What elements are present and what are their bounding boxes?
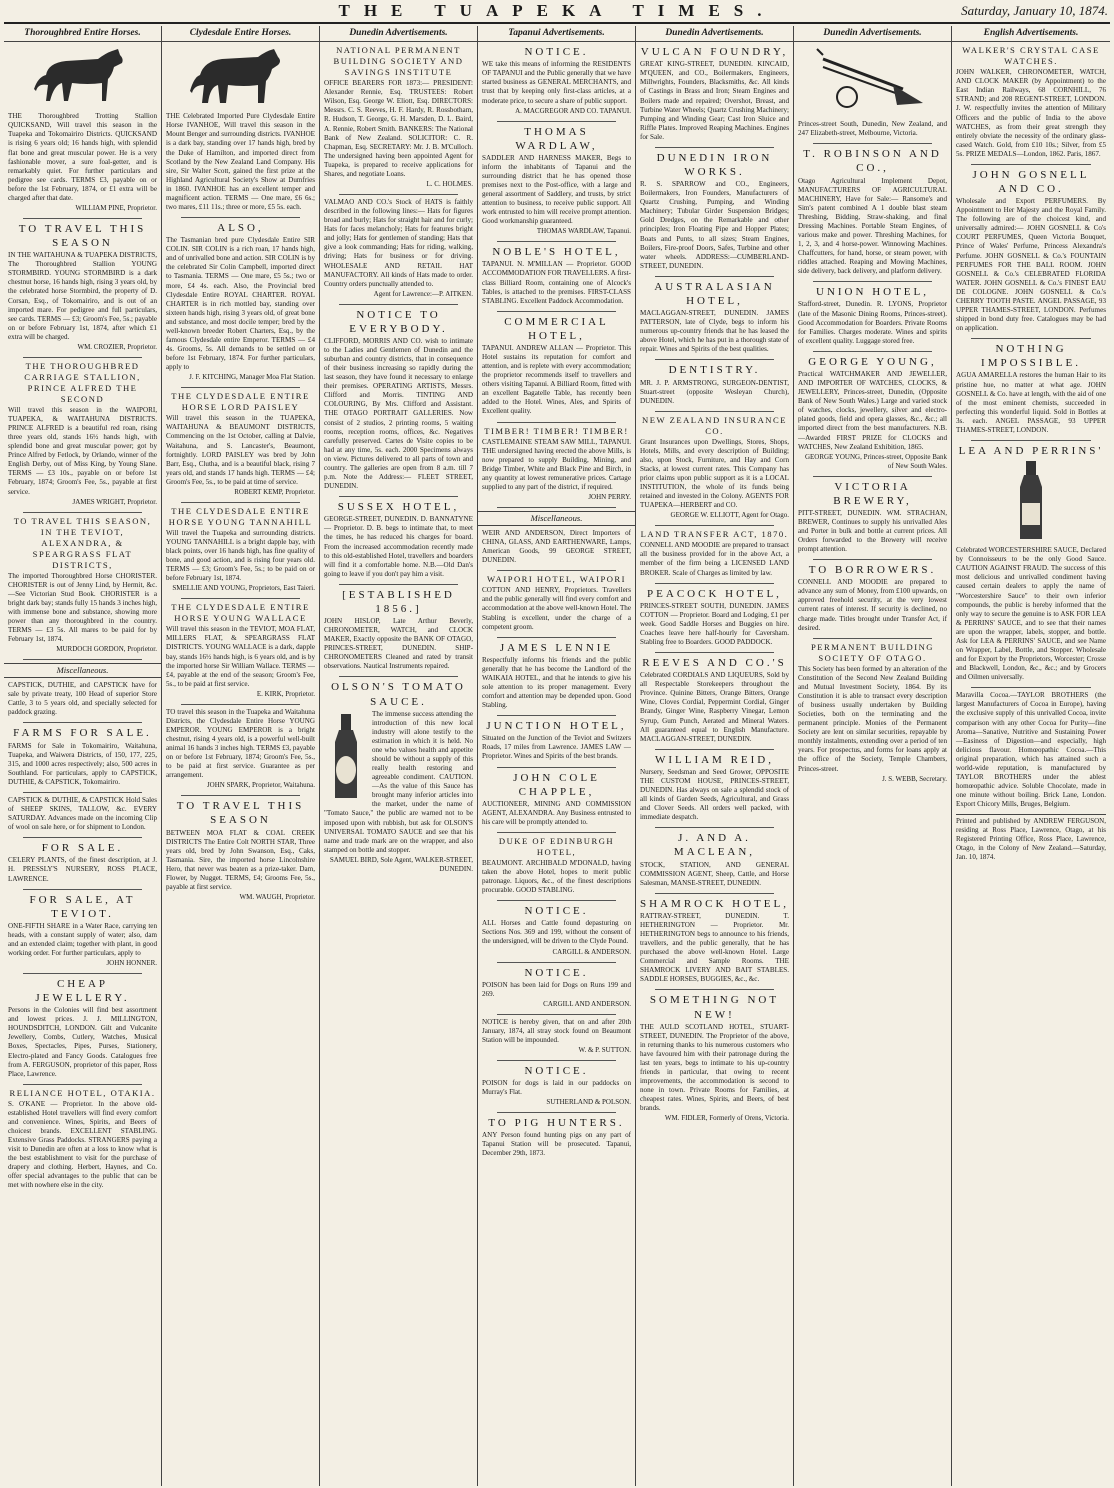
ad-divider [497, 900, 616, 901]
ad-headline: TO BORROWERS. [808, 564, 937, 577]
ad-headline: JOHN COLE CHAPPLE, [513, 771, 600, 798]
advertisement [640, 897, 789, 985]
ad-headline: PEACOCK HOTEL, [647, 587, 782, 600]
ad-signature: Agent for Lawrence:—P. AITKEN. [373, 289, 473, 298]
advertisement [8, 893, 157, 968]
ad-signature: MURDOCH GORDON, Proprietor. [56, 645, 157, 654]
ad-body-text: GREAT KING-STREET, DUNEDIN. KINCAID, M'QUEEN, and CO., Boilermakers, Engineers, Millwrights, Founders, Blacksmiths, &c. All kinds of Castings in Brass and Iron; Steam Engines and Boilers made and repaired; Overshot, Breast, and Turbine Water Wheels; Quartz Crushing Machinery; Pumping and Winding Gear; Cast Iron Sluice and Riffle Plates. Improved Reaping Machines. Engines for Sale. [640, 60, 789, 141]
ad-divider [181, 704, 300, 705]
ad-headline: TO PIG HUNTERS. [488, 1117, 625, 1130]
ad-signature: CARGILL & ANDERSON. [552, 947, 631, 956]
ad-body-text: THE Thoroughbred Trotting Stallion QUICKSAND, Will travel this season in the Tuapeka and Tokomairiro Districts. QUICKSAND is rising 6 years old; 16 hands high, with splendid flat bone and great muscular power. He is a very fashionable mover, a sure foal-getter, and is remarkably quiet. For further particulars and pedigree see cards. TERMS £3, payable on or before the 1st February, 1874, or £1 extra will be charged after that date. [8, 112, 157, 202]
ad-body-text: THE AULD SCOTLAND HOTEL, STUART-STREET, DUNEDIN. The Proprietor of the above, in returning thanks to his numerous customers who have favoured him with their patronage during the last ten years, begs to intimate to his up-country friends in particular, that owing to recent improvements, the accommodation is second to none in town. Private Rooms for Families, at cheapest rates. Wines, Spirits, and Beers, of best brands. [640, 1022, 789, 1113]
ad-divider [23, 659, 142, 660]
ad-body-text: The imported Thoroughbred Horse CHORISTER. CHORISTER is out of Jenny Lind, by Hermit, &c.—See Victorian Stud Book. CHORISTER is a bright dark bay; stands fully 15 hands 3 inches high, with immense bone and substance, showing more power than any thoroughbred in the country. TERMS — £3 5s. All mares to be paid for by February 1st, 1874. [8, 571, 157, 644]
advertisement [8, 222, 157, 352]
ad-signature: JAMES WRIGHT, Proprietor. [72, 497, 157, 506]
ad-divider [23, 792, 142, 793]
ad-body-text: TAPANUI. N. M'MILLAN — Proprietor. GOOD ACCOMMODATION FOR TRAVELLERS. A first-class Billiard Room, containing one of Alcock's Tables, is attached to the premises. FIRST-CLASS STABLING. Excellent Paddock Accommodation. [482, 260, 631, 305]
ad-body-text: Celebrated CORDIALS AND LIQUEURS, Sold by all Respectable Storekeepers throughout the Province. Quinine Bitters, Orange Bitters, Orange Wine, Cloves Cordial, Peppermint Cordial, Ginger Brandy, Ginger Wine, Raspberry Vinegar, Lemon Syrup, Gum Punch, Aerated and Mineral Waters. All guaranteed equal to English Manufacture. MACLAGGAN-STREET, DUNEDIN. [640, 671, 789, 743]
advertisement [8, 112, 157, 213]
column-heading: Dunedin Advertisements. [794, 26, 951, 42]
ad-signature: SAMUEL BIRD, Sole Agent, WALKER-STREET, DUNEDIN. [329, 855, 473, 873]
ad-headline: WAIPORI HOTEL, WAIPORI [486, 574, 627, 585]
section-heading: Miscellaneous. [478, 511, 635, 526]
ad-body-text: BEAUMONT. ARCHIBALD M'DONALD, having taken the above Hotel, hopes to merit public patronage. Liquors, &c., of the finest descriptions procurable. GOOD STABLING. [482, 858, 631, 895]
ad-divider [23, 722, 142, 723]
advertisement [166, 708, 315, 791]
ad-headline: TO TRAVEL THIS SEASON [18, 222, 147, 250]
ad-headline: NOTICE TO EVERYBODY. [349, 308, 448, 335]
ad-divider [655, 749, 774, 750]
advertisement [482, 904, 631, 956]
ad-body-text: SADDLER AND HARNESS MAKER, Begs to inform the inhabitants of Tapanui and the surrounding district that he has opened those premises next to the Post-office, with a large and general assortment of Saddlery, and trusts, by strict attention to business, to receive public support. All work entrusted to him will receive prompt attention. Good workmanship guaranteed. [482, 153, 631, 226]
imprint-footer: Printed and published by ANDREW FERGUSON, residing at Ross Place, Lawrence, Otago, at his Registered Printing Office, Ross Place, Lawrence, Otago, in the Colony of New Zealand.—Saturday, Jan. 10, 1874. [956, 814, 1106, 862]
advertisement [324, 45, 473, 189]
ad-divider [655, 989, 774, 990]
ad-headline: SHAMROCK HOTEL, [640, 897, 789, 910]
ad-headline: VULCAN FOUNDRY, [640, 46, 789, 59]
advertisement [482, 641, 631, 711]
ad-headline: PERMANENT BUILDING SOCIETY OF OTAGO. [810, 641, 935, 663]
ad-divider [497, 832, 616, 833]
ad-body-text: CLIFFORD, MORRIS AND CO. wish to intimate to the Ladies and Gentlemen of Dunedin and the suburban and country districts, that in consequence of their business increasing so rapidly during the last season, they have found it necessary to enlarge their premises. OPERATING ARTISTS, Messrs. Clifford and Morris. TINTING AND COLOURING, By Mrs. Clifford and Assistant. THE OTAGO PORTRAIT GALLERIES. Now consist of 2 studios, 2 printing rooms, 5 waiting rooms, reception rooms, offices, &c. Negatives carefully preserved. Cartes de Visite copies to be had at any time, 5s. each. 2000 Specimens always on view. Pictures delivered to all parts of town and country. The galleries are open from 8 a.m. till 7 p.m. Note the Address:— FLEET STREET, DUNEDIN. [324, 336, 473, 491]
ad-signature: WILLIAM PINE, Proprietor. [75, 204, 157, 213]
advertisement [482, 1116, 631, 1158]
ad-divider [181, 598, 300, 599]
ad-divider [339, 304, 458, 305]
ad-divider [339, 676, 458, 677]
ad-divider [655, 359, 774, 360]
column-6 [794, 26, 952, 1486]
ad-body-text: CAPSTICK, DUTHIE, and CAPSTICK have for sale by private treaty, 100 Head of superior Store Cattle, 3 to 5 years old, and specially selected for paddock grazing. [8, 681, 157, 717]
ad-body-text: ANY Person found hunting pigs on any part of Tapanui Station will be prosecuted. Tapanui, December 29th, 1873. [482, 1131, 631, 1158]
ad-body-text: RATTRAY-STREET, DUNEDIN. T. HETHERINGTON — Proprietor. Mr. HETHERINGTON begs to announce to his friends, travellers, and the public generally, that he has purchased the above well-known Hotel. Large Commercial and Sample Rooms. THE SHAMROCK LIVERY AND BAIT STABLES. SADDLE HORSES, BUGGIES, &c., &c. [640, 911, 789, 984]
column-heading: Dunedin Advertisements. [636, 26, 793, 42]
ad-headline: TO TRAVEL THIS SEASON, IN THE TEVIOT, ALEXANDRA, & SPEARGRASS FLAT DISTRICTS, [13, 515, 152, 570]
ad-body-text: Princes-street South, Dunedin, New Zealand, and 247 Elizabeth-street, Melbourne, Victoria. [798, 120, 947, 138]
advertisement [640, 656, 789, 744]
ad-body-text: IN THE WAITAHUNA & TUAPEKA DISTRICTS, The Thoroughbred Stallion YOUNG STORMBIRD. YOUNG STORMBIRD is a dark chestnut horse, 16 hands high, rising 3 years old, by the celebrated horse Stormbird, the property of D. Corsan, Esq., of Tokomairiro, and is out of an imported mare. For pedigree and full particulars, see cards. TERMS — £3; Groom's Fee, 5s.; payable on or before February 1st, 1874, after which £1 extra will be charged. [8, 251, 157, 341]
ad-body-text: THE Celebrated Imported Pure Clydesdale Entire Horse IVANHOE, Will travel this season in the Mount Benger and surrounding districts. IVANHOE is a dark bay, standing over 17 hands high, bred by the Duke of Hamilton, and imported direct from Scotland by the New Zealand Land Company. His sire, Sir Walter Scott, gained the first prize at the Highland Agricultural Society's Show at Dumfries in 1860. IVANHOE has an excellent temper and magnificent action. TERMS — One mare, £6 6s.; two mares, £11 11s.; three or more, £5 5s. each. [166, 112, 315, 212]
ad-headline: NATIONAL PERMANENT BUILDING SOCIETY AND SAVINGS INSTITUTE [333, 45, 464, 78]
ad-headline: FOR SALE. [41, 842, 124, 855]
ad-divider [813, 476, 932, 477]
ad-body-text: Will travel this season in the TEVIOT, MOA FLAT, MILLERS FLAT, & SPEARGRASS FLAT DISTRICTS. YOUNG WALLACE is a dark, dapple bay, stands 16½ hands high, is 6 years old, and is by the imported horse Sir William Wallace. TERMS — £4, payable at the end of the season; Groom's Fee, 5s., to be paid at first service. [166, 625, 315, 688]
advertisement [8, 841, 157, 883]
column-7 [952, 26, 1110, 1486]
advertisement [482, 125, 631, 237]
ad-body-text: AUCTIONEER, MINING AND COMMISSION AGENT, ALEXANDRA. Any Business entrusted to his care will be promptly attended to. [482, 799, 631, 826]
column-1 [4, 26, 162, 1486]
advertisement [482, 245, 631, 305]
advertisement [482, 426, 631, 502]
advertisement [640, 45, 789, 142]
ad-headline: THE CLYDESDALE ENTIRE HORSE YOUNG TANNAHILL [168, 505, 313, 527]
ad-headline: [ESTABLISHED 1856.] [342, 588, 455, 615]
ad-headline: THE THOROUGHBRED CARRIAGE STALLION, PRINCE ALFRED THE SECOND [24, 360, 141, 404]
advertisement [798, 355, 947, 471]
ad-headline: WALKER'S CRYSTAL CASE WATCHES. [962, 45, 1100, 67]
ad-signature: E. KIRK, Proprietor. [256, 689, 315, 698]
advertisement [8, 663, 157, 717]
advertisement [8, 516, 157, 655]
advertisement [324, 308, 473, 491]
advertisement [956, 444, 1106, 682]
ad-headline: DUKE OF EDINBURGH HOTEL, [498, 835, 615, 857]
advertisement [640, 587, 789, 647]
ad-headline: JAMES LENNIE [499, 641, 614, 654]
ad-divider [497, 121, 616, 122]
horse-engraving-icon [8, 45, 157, 110]
ad-body-text: S. O'KANE — Proprietor. In the above old-established Hotel travellers will find every comfort and convenience. Wines, Spirits, and Beers of choicest brands. EXCELLENT STABLING. Extensive Grass Paddocks. STRANGERS paying a visit to Dunedin are often at a loss to know what is the best establishment to visit for the purchase of drapery and clothing. Herbert, Haynes, and Co. offer special advantages to the public that can be met with nowhere else in the city. [8, 1099, 157, 1190]
ad-divider [23, 837, 142, 838]
ad-divider [497, 962, 616, 963]
ad-divider [23, 218, 142, 219]
ad-body-text: OFFICE BEARERS FOR 1873:— PRESIDENT: Alexander Rennie, Esq. TRUSTEES: Robert Wilson, Esq. George W. Eliott, Esq. DIRECTORS: Messrs. C. S. Reeves, H. F. Hardy, R. Rossbotham, R. Hudson, T. George, G. H. Marsden, D. L. Baird, A. Rennie, Robert Smith. BANKERS: The National Bank of New Zealand. SOLICITOR: C. R. Chapman, Esq. SECRETARY: Mr. J. B. M'Culloch. The undersigned having been appointed Agent for Tuapeka, is prepared to receive applications for Shares, and negotiate Loans. [324, 79, 473, 178]
ad-divider [813, 559, 932, 560]
column-heading: English Advertisements. [952, 26, 1110, 42]
ad-divider [813, 351, 932, 352]
ad-headline: NEW ZEALAND INSURANCE CO. [642, 414, 787, 436]
ad-body-text: POISON for dogs is laid in our paddocks on Murray's Flat. [482, 1078, 631, 1097]
advertisement [482, 1064, 631, 1107]
ad-signature: SUTHERLAND & POLSON. [546, 1098, 631, 1107]
ad-body-text: ONE-FIFTH SHARE in a Water Race, carrying ten heads, with a constant supply of water; also, dam and an extended claim; together with plant, in good working order. For further particulars, apply to [8, 921, 157, 957]
ad-divider [181, 795, 300, 796]
ad-body-text: The immense success attending the introduction of this new local industry will alone testify to the estimation in which it is held. No one who values health and appetite should be without a supply of this really health restoring and agreeable condiment. CAUTION.—As the value of this Sauce has brought many inferior articles into the market, under the name of "Tomato Sauce," the public are warned not to be imposed upon with rubbish, but ask for OLSON'S UNIVERSAL TOMATO SAUCE and see that his name and trade mark are on the wrapper, and also stamped on bottle and stopper. [324, 709, 473, 854]
ad-divider [655, 411, 774, 412]
ad-headline: LEA AND PERRINS' [958, 444, 1104, 457]
ad-headline: NOTICE. [524, 905, 589, 918]
advertisement [166, 391, 315, 497]
ad-headline: NOTHING IMPOSSIBLE. [981, 343, 1081, 370]
ad-body-text: JOHN HISLOP, Late Arthur Beverly, CHRONOMETER, WATCH, and CLOCK MAKER, Exactly opposite the BANK OF OTAGO, PRINCES-STREET, DUNEDIN. SHIP-CHRONOMETERS Cleaned and rated by transit observations. Nautical Instruments repaired. [324, 616, 473, 671]
ad-divider [497, 1014, 616, 1015]
advertisement [8, 726, 157, 786]
advertisement [798, 480, 947, 555]
ad-headline: WILLIAM REID, [654, 753, 775, 766]
ad-signature: GEORGE W. ELLIOTT, Agent for Otago. [670, 511, 789, 520]
ad-headline: AUSTRALASIAN HOTEL, [654, 280, 775, 307]
ad-headline: ALSO, [217, 222, 264, 235]
ad-divider [339, 584, 458, 585]
ad-divider [497, 637, 616, 638]
ad-body-text: TAPANUI. ANDREW ALLAN — Proprietor. This Hotel sustains its reputation for comfort and attention, and is replete with every accommodation; the proprietor recommends itself to travellers and others visiting Tapanui. A Billiard Room, fitted with an excellent Bagatelle Table, has recently been added to the Hotel. Wines, Ales, and Spirits of Excellent quality. [482, 343, 631, 416]
ad-body-text: Wholesale and Export PERFUMERS. By Appointment to Her Majesty and the Royal Family. The following are of the choicest kind, and universally admired:— JOHN GOSNELL & Co's COURT PERFUMES, Queen Victoria Bouquet, Prince of Wales' Perfume, Princess Alexandra's Perfume. JOHN GOSNELL & Co.'s FOUNTAIN PERFUMES FOR THE BALL ROOM. JOHN GOSNELL & Co.'s CELEBRATED FLORIDA WATER. JOHN GOSNELL & Co.'s FINEST EAU DE COLOGNE. JOHN GOSNELL & Co.'s CHERRY TOOTH PASTE. ANGEL PASSAGE, 93 UPPER THAMES-STREET, LONDON. Perfumes shipped in bond duty free. Catalogues may be had on application. [956, 197, 1106, 333]
ad-body-text: Will travel the Tuapeka and surrounding districts. YOUNG TANNAHILL is a bright dapple bay, with black points, over 16 hands high, has fine quality of bone, and good action, and is rising four years old. TERMS — £3; Groom's Fee, 5s.; to be paid on or before February 1st, 1874. [166, 528, 315, 583]
advertisement [166, 799, 315, 902]
column-heading: Dunedin Advertisements. [320, 26, 477, 42]
ad-signature: WM. CROZIER, Proprietor. [77, 342, 157, 351]
ad-signature: ROBERT KEMP, Proprietor. [234, 487, 315, 496]
ad-headline: THOMAS WARDLAW, [515, 125, 598, 152]
column-2 [162, 26, 320, 1486]
ad-divider [971, 440, 1091, 441]
ad-signature: JOHN HONNER. [106, 959, 157, 968]
advertisement [166, 506, 315, 593]
ad-divider [971, 338, 1091, 339]
ad-headline: DUNEDIN IRON WORKS. [656, 151, 773, 179]
ad-body-text: Maravilla Cocoa.—TAYLOR BROTHERS (the largest Manufacturers of Cocoa in Europe), having the exclusive supply of this unrivalled Cocoa, invite comparison with any other Cocoa for Purity—fine Aroma—Sanative, Nutritive and Sustaining Power—Easiness of Digestion—and especially, high delicious flavour. Homœopathic Cocoa.—This original preparation, which has attained such a world-wide reputation, is manufactured by TAYLOR BROTHERS under the ablest homœopathic advice. Soluble Chocolate, made in one minute without boiling. Brick Lane, London. Export Chicory Mills, Bruges, Belgium. [956, 691, 1106, 809]
ad-signature: L. C. HOLMES. [426, 180, 473, 189]
ad-body-text: Otago Agricultural Implement Depot, MANUFACTURERS OF AGRICULTURAL MACHINERY, Have for Sale:— Ransome's and Sim's patent combined A 1 double blast steam Threshing, Bidding, Straw-shaking, and final Dressing Machines. Portable Steam Engines, of various make and power. Threshing Machines, for 1, 2, 3, and 4 horse-power. Winnowing Machines. Chaffcutters, for hand, horse, or steam power, with riddles attached. Reaping and Mowing Machines, side delivery, back delivery, and platform delivery. [798, 176, 947, 276]
ad-headline: DENTISTRY. [668, 364, 761, 377]
advertisement [482, 771, 631, 827]
section-heading: Miscellaneous. [4, 663, 161, 678]
ad-headline: SOMETHING NOT NEW! [649, 994, 780, 1021]
ad-signature: JOHN SPARK, Proprietor, Waitahuna. [206, 781, 315, 790]
issue-date: Saturday, January 10, 1874. [961, 3, 1108, 18]
ad-signature: J. F. KITCHING, Manager Moa Flat Station. [189, 373, 315, 382]
ad-divider [971, 687, 1091, 688]
ad-body-text: TO travel this season in the Tuapeka and Waitahuna Districts, the Clydesdale Entire Horse YOUNG EMPEROR. YOUNG EMPEROR is a bright chestnut, rising 4 years old, is a powerful well-built animal 16 hands 3 inches high. TERMS £3, payable on or before 1st February, 1874; Groom's Fee, 5s., to be paid at first service. Guarantee as per arrangement. [166, 707, 315, 780]
ad-body-text: STOCK, STATION, AND GENERAL COMMISSION AGENT, Sheep, Cattle, and Horse Salesman, MANSE-STREET, DUNEDIN. [640, 860, 789, 887]
ad-headline: NOBLE'S HOTEL, [492, 246, 621, 259]
ad-body-text: WEIR AND ANDERSON, Direct Importers of CHINA, GLASS, AND EARTHENWARE, Lamps, American Goods, 99 GEORGE STREET, DUNEDIN. [482, 528, 631, 565]
ad-headline: SUSSEX HOTEL, [337, 501, 460, 514]
ad-headline: NOTICE. [524, 966, 589, 979]
ad-body-text: Respectfully informs his friends and the public generally that he has become the Landlord of the WAIKAIA HOTEL, and that he intends to give his sole attention to its proper management. Every comfort and attention may be depended upon. Good Stabling. [482, 655, 631, 710]
ad-signature: J. S. WEBB, Secretary. [882, 774, 947, 783]
ad-signature: JOHN PERRY. [588, 493, 631, 502]
ad-body-text: BETWEEN MOA FLAT & COAL CREEK DISTRICTS The Entire Colt NORTH STAR, Three years old, bred by John Swanson, Esq., Caks, Tasmania. Sire, the imported horse Lincolnshire Hero, that never was beaten as a prize-taker. Dam, Flower, by Nugget. TERMS, £4; Grooms Fee, 5s., payable at first service. [166, 828, 315, 891]
ad-divider [23, 889, 142, 890]
advertisement [798, 642, 947, 784]
ad-signature: CARGILL AND ANDERSON. [543, 999, 631, 1008]
advertisement [482, 45, 631, 115]
ad-headline: TO TRAVEL THIS SEASON [176, 800, 305, 827]
ad-divider [497, 570, 616, 571]
advertisement [324, 198, 473, 299]
ad-divider [655, 827, 774, 828]
ad-headline: FARMS FOR SALE. [13, 727, 152, 740]
plough-engraving-icon [798, 45, 947, 118]
ad-body-text: COTTON AND HENRY, Proprietors. Travellers and the public generally will find every comfort and accommodation at the above well-known Hotel. The Stabling is excellent, under the charge of a competent groom. [482, 586, 631, 631]
ad-signature: WM. FIDLER, Formerly of Orens, Victoria. [664, 1114, 789, 1123]
ad-divider [339, 496, 458, 497]
advertisement [482, 719, 631, 761]
ad-signature: W. & P. SUTTON. [578, 1045, 631, 1054]
ad-headline: COMMERCIAL HOTEL, [504, 315, 609, 342]
ad-body-text: CONNELL AND MOODIE are prepared to transact all the business provided for in the above Act, a member of the firm being a LICENSED LAND BROKER. Scale of Charges as limited by law. [640, 541, 789, 577]
column-5 [636, 26, 794, 1486]
ad-divider [655, 893, 774, 894]
advertisement [956, 691, 1106, 809]
columns-container [4, 26, 1110, 1486]
ad-headline: RELIANCE HOTEL, OTAKIA. [9, 1087, 156, 1098]
ad-body-text: CASTLEMAINE STEAM SAW MILL, TAPANUI. THE undersigned having erected the above Mills, is now prepared to supply Building, Mining, and Bridge Timber, White and Black Pine and Birch, in any quantity at lowest remunerative prices. Cartage supplied to any part of the district, if required. [482, 437, 631, 491]
ad-divider [655, 583, 774, 584]
sauce-bottle-icon [324, 712, 368, 805]
advertisement [640, 363, 789, 405]
advertisement [482, 511, 631, 565]
ad-body-text: WE take this means of informing the RESIDENTS OF TAPANUI and the Public generally that we have started business as GENERAL MERCHANTS, and trust that by keeping only first-class articles, at a moderate price, to secure a share of public support. [482, 60, 631, 105]
advertisement [482, 315, 631, 417]
ad-body-text: ALL Horses and Cattle found depasturing on Sections Nos. 369 and 199, without the consent of the undersigned, will be driven to the Clyde Pound. [482, 919, 631, 946]
ad-body-text: PRINCES-STREET SOUTH, DUNEDIN. JAMES COTTON — Proprietor. Board and Lodging, £1 per week. Good Saddle Horses and Buggies on hire. Coaches leave here half-hourly for Caversham. Stabling free to Boarders. GOOD PADDOCK. [640, 601, 789, 647]
ad-body-text: GEORGE-STREET, DUNEDIN. D. BANNATYNE — Proprietor. D. B. begs to intimate that, to meet the times, he has reduced his charges for board. From the increased accommodation recently made to this old-established Hotel, travellers and boarders will find it a comfortable home. N.B.—Old Dan's going to leave if you don't pay him a visit. [324, 515, 473, 578]
advertisement [166, 221, 315, 382]
advertisement [8, 977, 157, 1079]
ad-body-text: CELERY PLANTS, of the finest description, at J. H. PRESSLY'S NURSERY, ROSS PLACE, LAWRENCE. [8, 856, 157, 883]
advertisement [798, 120, 947, 138]
ad-body-text: Persons in the Colonies will find best assortment and lowest prices. J. J. MILLINGTON, HOUNDSDITCH, LONDON. Gilt and Vulcanite Jewellery, Combs, Cutlery, Watches, Musical Boxes, Spectacles, Pipes, Purses, Stationery, Electro-plated and Fancy Goods. Catalogues free from A. FERGUSON, proprietor of this paper, Ross Place, Lawrence. [8, 1006, 157, 1078]
ad-headline: GEORGE YOUNG, [808, 355, 937, 368]
ad-divider [181, 387, 300, 388]
column-3 [320, 26, 478, 1486]
ad-body-text: Grant Insurances upon Dwellings, Stores, Shops, Hotels, Mills, and every description of Building; also, upon Stock, Furniture, and Hay and Corn Stacks, at lowest current rates. This Company has prior claims upon public support as it is a LOCAL INSTITUTION, the whole of its funds being retained and invested in the Colony. AGENTS FOR TUAPEKA—HERBERT and CO. [640, 437, 789, 510]
ad-body-text: POISON has been laid for Dogs on Runs 199 and 269. [482, 980, 631, 998]
ad-headline: VICTORIA BREWERY, [833, 480, 912, 507]
ad-headline: REEVES AND CO.'S [642, 657, 787, 670]
ad-headline: JOHN GOSNELL AND CO. [972, 168, 1090, 196]
ad-body-text: PITT-STREET, DUNEDIN. WM. STRACHAN, BREWER, Continues to supply his unrivalled Ales and Porter in bulk and bottle at current prices. All Orders forwarded to the Brewery will receive prompt attention. [798, 508, 947, 554]
ad-divider [655, 525, 774, 526]
ad-body-text: This Society has been formed by an alteration of the Constitution of the Second New Zealand Building and Mutual Investment Society, 1864. By its Constitution it is able to transact every description of business usually undertaken by Building Societies, both on the terminating and the permanent principle. Monies of the Permanent Society are lent on similar securities, repayable by monthly instalments, extending over a period of ten years. For prospectus, and forms for loans apply at the office of the Society, Temple Chambers, Princes-street. [798, 664, 947, 773]
ad-body-text: VALMAO AND CO.'s Stock of HATS is faithly described in the following lines:— Hats for figures broad and burly; Hats for straight hair and for curly; Hats for faces melancholy; Hats for features bright and jolly; Hats for gentlemen of standing; Hats that give a look commanding; Hats for riding, walking, driving; Hats for business or for driving. WHOLESALE AND RETAIL HAT MANUFACTORY. All kinds of Hats made to order. Country orders punctually attended to. [324, 197, 473, 288]
ad-divider [497, 422, 616, 423]
ad-body-text: CONNELL AND MOODIE are prepared to advance any sum of Money, from £100 upwards, on approved freehold security, at the very lowest current rates of interest. If security is declined, no charge made. Titles brought under Transfer Act, if desired. [798, 578, 947, 632]
ad-divider [23, 1084, 142, 1085]
ad-headline: NOTICE. [524, 46, 589, 59]
ad-divider [655, 276, 774, 277]
ad-headline: LAND TRANSFER ACT, 1870. [640, 529, 789, 540]
ad-headline: TIMBER! TIMBER! TIMBER! [484, 425, 629, 436]
ad-headline: CHEAP JEWELLERY. [35, 978, 130, 1005]
ad-body-text: Will travel this season in the TUAPEKA, WAITAHUNA & BEAUMONT DISTRICTS, Commencing on the 1st October, calling at Dalvie, Waitahuna, and S. Lancaster's, Beaumont, fortnightly. LORD PAISLEY was bred by John Barr, Esq., Clutha, and is a beautiful black, rising 7 years old, and stands 17 hands high. TERMS — £4; Groom's Fee, 5s., to be paid at time of service. [166, 414, 315, 486]
ad-divider [497, 767, 616, 768]
column-heading: Clydesdale Entire Horses. [162, 26, 319, 42]
advertisement [166, 602, 315, 699]
advertisement [482, 574, 631, 631]
advertisement [640, 753, 789, 823]
ad-body-text: The Tasmanian bred pure Clydesdale Entire SIR COLIN. SIR COLIN is a rich roan, 17 hands high, and of unrivalled bone and action. SIR COLIN is by the celebrated Sir Colin Campbell, imported direct to Tasmania. TERMS — One mare, £5 5s.; two or more, £4 4s. each. Also, the Provincial bred Clydesdale Entire ROYAL CHARTER. ROYAL CHARTER is in rich mottled bay, standing over sixteen hands high, rising 3 years old, of great bone and substance, and most docile temper; bred by the well-known breeder Robert Charters, Esq., by the famous Clydesdale entire Emperor. TERMS — £4 4s. Grooms, 5s. All demands to be settled on or before 1st February, 1874. For further particulars, apply to [166, 236, 315, 372]
ad-signature: SMELLIE AND YOUNG, Proprietors, East Taieri. [172, 584, 315, 593]
ad-body-text: Practical WATCHMAKER AND JEWELLER, AND IMPORTER OF WATCHES, CLOCKS, & JEWELLERY, Princes-street, Dunedin, (Opposite Bank of New South Wales.) Large and varied stock of watches, clocks, jewellery, silver and electro-plated goods, field and opera glasses, &c., &c.; all imported direct from the best manufacturers. N.B.—Awarded FIRST PRIZE for CLOCKS and WATCHES, New Zealand Exhibition, 1865. [798, 369, 947, 451]
ad-divider [813, 143, 932, 144]
ad-headline: THE CLYDESDALE ENTIRE HORSE LORD PAISLEY [171, 391, 310, 413]
advertisement [640, 415, 789, 521]
advertisement [640, 831, 789, 887]
advertisement [956, 342, 1106, 435]
advertisement [798, 285, 947, 345]
ad-divider [655, 147, 774, 148]
ad-body-text: Will travel this season in the WAIPORI, TUAPEKA, & WAITAHUNA DISTRICTS. PRINCE ALFRED is a beautiful red roan, rising three years old, stands 16½ hands high, with splendid bone and great muscular power; got by Prince Alfred by Fetlock, by Orlando, winner of the English Derby, out of Miss King, by Young Slane. TERMS — £3 10s., payable on or before 1st February, 1874; Groom's Fee, 5s., payable at first service. [8, 405, 157, 496]
ad-body-text: FARMS for Sale in Tokomairiro, Waitahuna, Tuapeka, and Waiwera Districts, of 150, 177, 225, 315, and 1000 acres respectively; also, 500 acres in Southland. For particulars, apply to CAPSTICK, DUTHIE, & CAPSTICK, Tokomairiro. [8, 741, 157, 786]
ad-signature: THOMAS WARDLAW, Tapanui. [536, 227, 631, 236]
ad-headline: JUNCTION HOTEL, [486, 720, 627, 733]
ad-body-text: MACLAGGAN-STREET, DUNEDIN. JAMES PATTERSON, late of Clyde, begs to inform his numerous up-country friends that he has leased the above Hotel, which he has put in a thorough state of repair. Wines and Spirits of the best qualities. [640, 309, 789, 354]
ad-divider [181, 502, 300, 503]
advertisement [324, 680, 473, 873]
ad-body-text: AGUA AMARELLA restores the human Hair to its pristine hue, no matter at what age. JOHN GOSNELL & Co. have at length, with the aid of one of the most eminent chemists, succeeded in perfecting this wonderful liquid. Sold in Bottles at 3s. each. ANGEL PASSAGE, 93 UPPER THAMES-STREET, LONDON. [956, 371, 1106, 434]
advertisement [640, 151, 789, 271]
advertisement [956, 45, 1106, 159]
ad-signature: A. MACGREGOR AND CO. TAPANUI. [515, 106, 631, 115]
column-heading: Thoroughbred Entire Horses. [4, 26, 161, 42]
advertisement [8, 361, 157, 507]
ad-divider [23, 973, 142, 974]
ad-headline: THE CLYDESDALE ENTIRE HORSE YOUNG WALLACE [171, 602, 310, 624]
advertisement [482, 836, 631, 895]
ad-divider [497, 1060, 616, 1061]
ad-body-text: Celebrated WORCESTERSHIRE SAUCE, Declared by Connoisseurs to be the only Good Sauce. CAUTION AGAINST FRAUD. The success of this most delicious and unrivalled condiment having caused certain dealers to apply the name of "Worcestershire Sauce" to their own inferior compounds, the public is hereby informed that the only way to secure the genuine is to ASK FOR LEA & PERRINS' SAUCE, and to see that their names are upon the wrapper, labels, stopper, and bottle. Ask for LEA & PERRINS' SAUCE, and see Name on Wrapper, Label, Bottle, and Stopper. Wholesale and for Export by the Proprietors, Worcester; Crosse and Blackwell, London, &c., &c.; and by Grocers and Oilmen universally. [956, 546, 1106, 682]
ad-body-text: JOHN WALKER, CHRONOMETER, WATCH, AND CLOCK MAKER (by Appointment) to the East Indian Railways, 68 CORNHILL, 76 STRAND; and 208 REGENT-STREET, LONDON. J. W. respectfully invites the attention of Military Officers and the public of India to the above WATCHES, as from their great strength they entirely obviate the necessity of the ordinary glass-cased Watch. Gold, from £10 10s.; Silver, from £5 5s. PRIZE MEDALS—London, 1862. Paris, 1867. [956, 68, 1106, 158]
advertisement [640, 529, 789, 577]
advertisement [482, 966, 631, 1009]
ad-divider [497, 311, 616, 312]
advertisement [956, 168, 1106, 333]
masthead [4, 0, 1110, 24]
clydesdale-engraving-icon [166, 45, 315, 110]
advertisement [798, 563, 947, 633]
advertisement [482, 1018, 631, 1055]
advertisement [8, 1088, 157, 1191]
ad-divider [813, 638, 932, 639]
ad-headline: J. AND A. MACLEAN, [673, 832, 756, 859]
column-4 [478, 26, 636, 1486]
ad-headline: FOR SALE, AT TEVIOT. [29, 893, 136, 920]
advertisement [324, 588, 473, 672]
column-heading: Tapanui Advertisements. [478, 26, 635, 42]
ad-divider [497, 1112, 616, 1113]
newspaper-title: THE TUAPEKA TIMES. [338, 1, 776, 20]
ad-body-text: Nursery, Seedsman and Seed Grower, OPPOSITE THE CUSTOM HOUSE, PRINCES-STREET, DUNEDIN. Has always on sale a splendid stock of all kinds of Garden Seeds, Agricultural, and Grass and Clover Seeds. All orders well packed, with immediate despatch. [640, 767, 789, 822]
ad-divider [497, 241, 616, 242]
ad-body-text: NOTICE is hereby given, that on and after 20th January, 1874, all stray stock found on Beaumont Station will be impounded. [482, 1017, 631, 1044]
ad-divider [23, 512, 142, 513]
ad-body-text: Situated on the Junction of the Teviot and Switzers Roads, 17 miles from Lawrence. JAMES LAW — Proprietor. Wines and Spirits of the best brands. [482, 734, 631, 761]
ad-headline: UNION HOTEL, [816, 286, 929, 299]
ad-signature: GEORGE YOUNG, Princes-street, Opposite Bank of New South Wales. [804, 452, 947, 470]
advertisement [640, 280, 789, 355]
advertisement [640, 993, 789, 1123]
ad-headline: OLSON'S TOMATO SAUCE. [331, 681, 466, 708]
ad-headline: NOTICE. [524, 1064, 589, 1077]
ad-divider [497, 507, 616, 508]
advertisement [798, 147, 947, 276]
ad-body-text: CAPSTICK & DUTHIE, & CAPSTICK Hold Sales of SHEEP SKINS, TALLOW, &c. EVERY SATURDAY. Advances made on the incoming Clip of wool on sale here, or for shipment to London. [8, 795, 157, 832]
ad-body-text: R. S. SPARROW and CO., Engineers, Boilermakers, Iron Founders, Manufacturers of Quartz Crushing, Pumping, and Winding Machinery; Tubular Girder Suspension Bridges; Gold Dredges, on the Remarkable and other principles; Iron Floating Pipe and Hopper Plates; Boats and Punts, to all sizes; Steam Engines, Boilers, Fire-proof Doors, Safes, Turbine and other water wheels. ADDRESS:—CUMBERLAND-STREET, DUNEDIN. [640, 180, 789, 270]
ad-divider [813, 281, 932, 282]
ad-body-text: Stafford-street, Dunedin. R. LYONS, Proprietor (late of the Masonic Dining Rooms, Princes-street). Good Accommodation for Boarders. Private Rooms for Families. Charges moderate. Wines and spirits of excellent quality. Luggage stored free. [798, 300, 947, 345]
advertisement [324, 500, 473, 579]
ad-body-text: MR. J. P. ARMSTRONG, SURGEON-DENTIST, Stuart-street (opposite Wesleyan Church), DUNEDIN. [640, 378, 789, 405]
ad-divider [23, 357, 142, 358]
ad-divider [655, 652, 774, 653]
advertisement [166, 112, 315, 212]
ad-signature: WM. WAUGH, Proprietor. [239, 893, 315, 902]
ad-headline: T. ROBINSON AND CO., [803, 148, 942, 175]
ad-divider [971, 164, 1091, 165]
advertisement [8, 796, 157, 832]
ad-divider [181, 217, 300, 218]
worcestershire-bottle-icon [956, 459, 1106, 546]
ad-divider [339, 194, 458, 195]
ad-divider [497, 715, 616, 716]
